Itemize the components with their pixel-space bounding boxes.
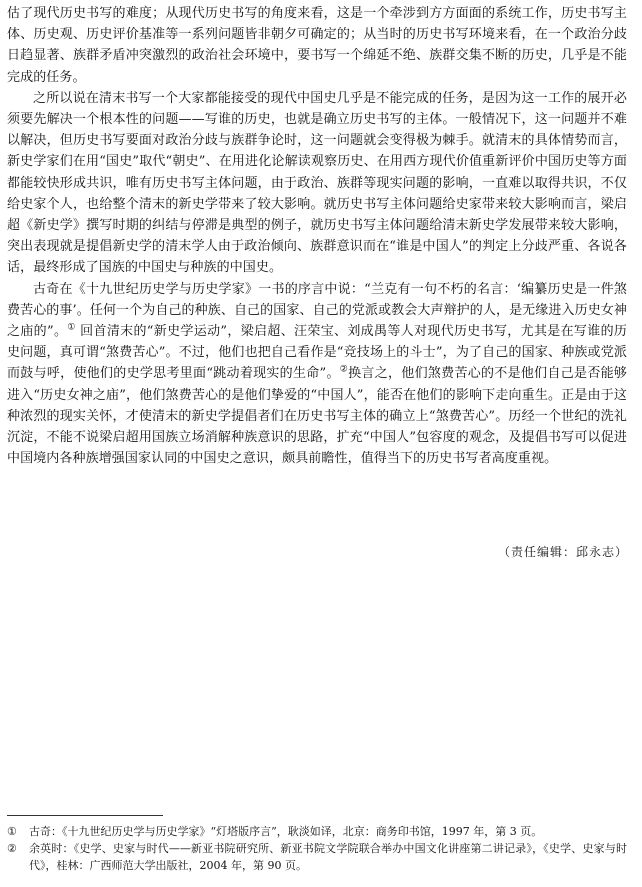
footnote-text: 古奇：《十九世纪历史学与历史学家》“灯塔版序言”，耿淡如译，北京：商务印书馆，1997 年，第 3 页。 xyxy=(29,825,543,838)
responsible-editor: （责任编辑：邱永志） xyxy=(497,545,628,559)
footnote-mark: ② xyxy=(7,842,17,855)
paragraph-gooch-quote xyxy=(7,279,627,470)
footnote-divider xyxy=(7,815,163,816)
footnote-2 xyxy=(7,840,627,874)
paragraph-continuation: 估了现代历史书写的难度；从现代历史书写的角度来看，这是一个牵涉到方方面面的系统工作，历史书写主体、历史观、历史评价基准等一系列问题皆非朝夕可确定的；从当时的历史书写环境来看，在一个政治分歧日趋显著、族群矛盾冲突激烈的政治社会环境中，要书写一个绵延不绝、族群交集不断的历史，几乎是不能完成的任务。 xyxy=(7,6,627,85)
footnotes xyxy=(7,823,627,874)
footnote-ref-2: ② xyxy=(339,365,349,376)
footnote-1 xyxy=(7,823,627,840)
gooch-quote-text: 古奇在《十九世纪历史学与历史学家》一书的序言中说：“兰克有一句不朽的名言：‘编纂历史是一件煞费苦心的事’。任何一个为自己的种族、自己的国家、自己的党派或教会大声辩护的人，是无缘进入历史女神之庙的”。 xyxy=(7,281,627,340)
conclusion-text: 换言之，他们煞费苦心的不是他们自己是否能够进入“历史女神之庙”，他们煞费苦心的是他们挚爱的“中国人”，能否在他们的影响下走向重生。正是由于这种浓烈的现实关怀，才使清末的新史学提倡者们在历史书写主体的确立上“煞费苦心”。历经一个世纪的洗礼沉淀，不能不说梁启超用国族立场消解种族意识的思路，扩充“中国人”包容度的观念，及提倡书写可以促进中国境内各种族增强国家认同的中国史之意识，颇具前瞻性，值得当下的历史书写者高度重视。 xyxy=(7,366,627,467)
footnote-mark: ① xyxy=(7,825,17,838)
paragraph-subject-question: 之所以说在清末书写一个大家都能接受的现代中国史几乎是不能完成的任务，是因为这一工作的展开必须要先解决一个根本性的问题——写谁的历史，也就是确立历史书写的主体。一般情况下，这一问题并不难以解决，但历史书写要面对政治分歧与族群争论时，这一问题就会变得极为棘手。就清末的具体情势而言，新史学家们在用“国史”取代“朝史”、在用进化论解读观察历史、在用西方现代价值重新评价中国历史等方面都能较快形成共识，唯有历史书写主体问题，由于政治、族群等现实问题的影响，一直难以取得共识，不仅给史家个人，也给整个清末的新史学带来了较大影响。就历史书写主体问题给史家带来较大影响而言，梁启超《新史学》撰写时期的纠结与停滞是典型的例子，就历史书写主体问题给清末新史学发展带来较大影响，突出表现就是提倡新史学的清末学人由于政治倾向、族群意识而在“谁是中国人”的判定上分歧严重、各说各话，最终形成了国族的中国史与种族的中国史。 xyxy=(7,90,627,276)
footnote-ref-1: ① xyxy=(67,322,76,333)
article-body xyxy=(7,3,627,469)
retrospect-text: 回首清末的“新史学运动”，梁启超、汪荣宝、刘成禺等人对现代历史书写，尤其是在写谁的历史问题，真可谓“煞费苦心”。不过，他们也把自己看作是“竞技场上的斗士”，为了自己的国家、种族或党派而鼓与呼，使他们的史学思考里面“跳动着现实的生命”。 xyxy=(7,324,628,382)
footnote-text: 余英时：《史学、史家与时代——新亚书院研究所、新亚书院文学院联合举办中国文化讲座第二讲记录》，《史学、史家与时代》，桂林：广西师范大学出版社，2004 年，第 90 页。 xyxy=(29,842,627,872)
